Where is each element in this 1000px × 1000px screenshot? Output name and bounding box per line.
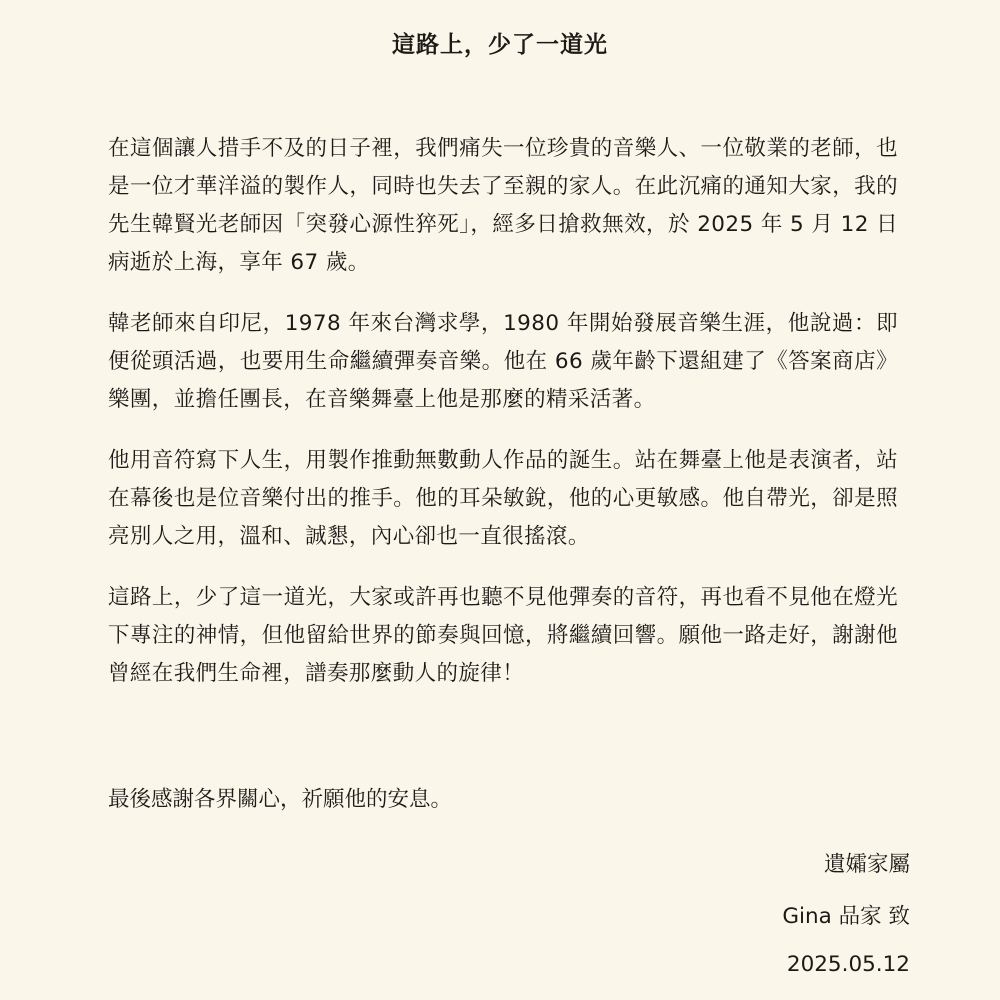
paragraph-3: 他用音符寫下人生，用製作推動無數動人作品的誕生。站在舞臺上他是表演者，站在幕後也是位音樂付出的推手。他的耳朵敏銳，他的心更敏感。他自帶光，卻是照亮別人之用，溫和、誠懇，內心卻也一直很搖滾。: [108, 448, 898, 549]
document-body: [108, 130, 898, 716]
paragraph-2: 韓老師來自印尼，1978 年來台灣求學，1980 年開始發展音樂生涯，他說過：即便從頭活過，也要用生命繼續彈奏音樂。他在 66 歲年齡下還組建了《答案商店》樂團，並擔任團長，在音樂舞臺上他是那麼的精采活著。: [108, 311, 898, 412]
document-title: 這路上，少了一道光: [392, 32, 608, 58]
paragraph-1: 在這個讓人措手不及的日子裡，我們痛失一位珍貴的音樂人、一位敬業的老師，也是一位才華洋溢的製作人，同時也失去了至親的家人。在此沉痛的通知大家，我的先生韓賢光老師因「突發心源性猝死」，經多日搶救無效，於 2025 年 5 月 12 日病逝於上海，享年 67 歲。: [108, 136, 898, 275]
signature-name: Gina 品家 致: [782, 904, 910, 929]
signature-family: 遺孀家屬: [823, 852, 910, 877]
closing-line: 最後感謝各界關心，祈願他的安息。: [108, 787, 453, 812]
signature-date: 2025.05.12: [786, 952, 910, 977]
paragraph-4: 這路上，少了這一道光，大家或許再也聽不見他彈奏的音符，再也看不見他在燈光下專注的神情，但他留給世界的節奏與回憶，將繼續回響。願他一路走好，謝謝他曾經在我們生命裡，譜奏那麼動人的旋律！: [108, 585, 898, 686]
